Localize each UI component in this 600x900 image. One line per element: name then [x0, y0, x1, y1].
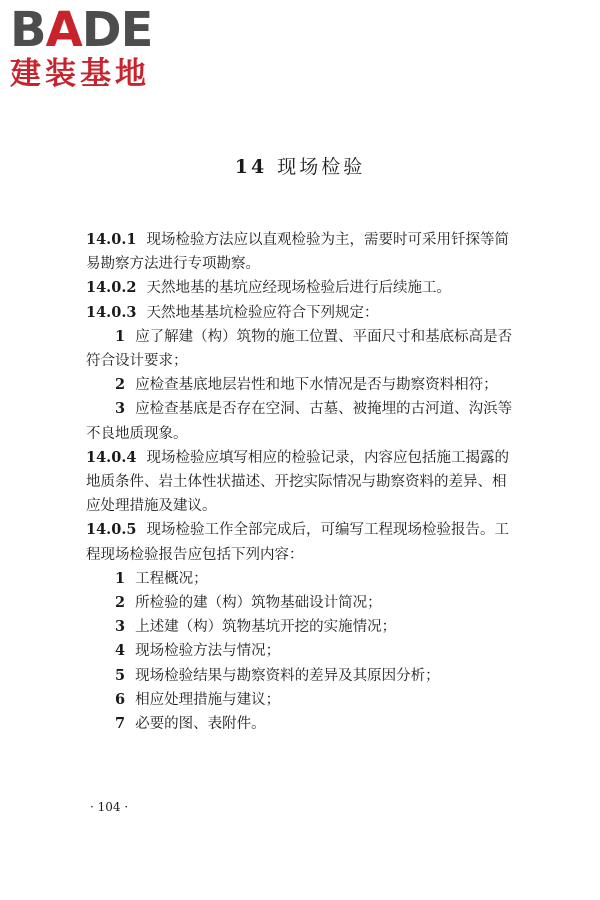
list-item: 3 应检查基底是否存在空洞、古墓、被掩埋的古河道、沟浜等不良地质现象。: [86, 400, 513, 442]
list-item: 1 应了解建（构）筑物的施工位置、平面尺寸和基底标高是否符合设计要求；: [86, 327, 513, 370]
logo-wordmark: BADE: [10, 2, 153, 58]
page-number: · 104 ·: [90, 800, 129, 814]
list-item: 1 工程概况；: [115, 569, 208, 587]
body-text: [86, 228, 516, 736]
list-item: 4 现场检验方法与情况；: [115, 642, 281, 660]
clause-14-0-1: 14.0.1 现场检验方法应以直观检验为主，需要时可采用钎探等简易勘察方法进行专项勘察。: [86, 231, 509, 273]
chapter-name: 现场检验: [277, 156, 366, 178]
clause-14-0-2: 14.0.2 天然地基的基坑应经现场检验后进行后续施工。: [86, 279, 451, 297]
clause-14-0-3: 14.0.3 天然地基基坑检验应符合下列规定：: [86, 303, 379, 321]
list-item: 3 上述建（构）筑物基坑开挖的实施情况；: [115, 618, 397, 636]
clause-14-0-4: 14.0.4 现场检验应填写相应的检验记录，内容应包括施工揭露的地质条件、岩土体性状描述、开挖实际情况与勘察资料的差异、相应处理措施及建议。: [86, 448, 509, 515]
chapter-number: 14: [234, 156, 268, 178]
logo: [10, 4, 185, 92]
chapter-title: [0, 152, 600, 179]
list-item: 2 所检验的建（构）筑物基础设计简况；: [115, 594, 382, 612]
list-item: 6 相应处理措施与建议；: [115, 690, 281, 708]
logo-chinese: 建装基地: [10, 56, 150, 92]
list-item: 7 必要的图、表附件。: [115, 715, 266, 733]
clause-14-0-5: 14.0.5 现场检验工作全部完成后，可编写工程现场检验报告。工程现场检验报告应包括下列内容：: [86, 521, 509, 563]
list-item: 2 应检查基底地层岩性和地下水情况是否与勘察资料相符；: [115, 376, 498, 394]
list-item: 5 现场检验结果与勘察资料的差异及其原因分析；: [115, 666, 440, 684]
